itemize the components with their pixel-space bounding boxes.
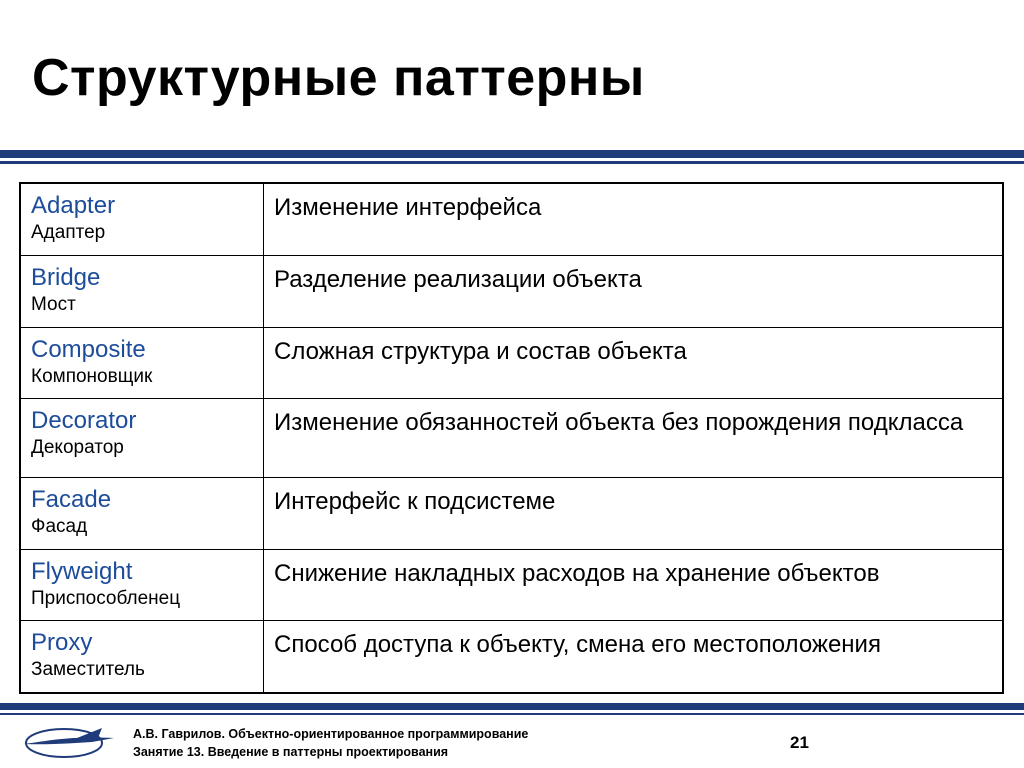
pattern-name-ru: Декоратор <box>31 436 124 458</box>
pattern-name: Flyweight <box>31 557 133 585</box>
pattern-name-cell <box>20 327 264 398</box>
pattern-name: Composite <box>31 335 146 363</box>
pattern-description-cell <box>264 549 1004 620</box>
pattern-description: Сложная структура и состав объекта <box>274 337 687 365</box>
footer-author-course: А.В. Гаврилов. Объектно-ориентированное программирование <box>133 727 529 741</box>
footer-lesson: Занятие 13. Введение в паттерны проектирования <box>133 745 449 759</box>
page-number: 21 <box>790 733 809 752</box>
footer-credits <box>133 725 528 761</box>
pattern-name-cell <box>20 620 264 693</box>
pattern-name-ru: Фасад <box>31 515 88 537</box>
pattern-description-cell <box>264 255 1004 327</box>
header-divider <box>0 150 1024 158</box>
pattern-name: Adapter <box>31 192 116 219</box>
pattern-name-ru: Приспособленец <box>31 587 181 609</box>
pattern-description-cell <box>264 327 1004 398</box>
table-row <box>20 549 1003 620</box>
pattern-name-cell <box>20 549 264 620</box>
pattern-description: Способ доступа к объекту, смена его местоположения <box>274 630 881 658</box>
pattern-description-cell <box>264 477 1004 549</box>
pattern-description: Разделение реализации объекта <box>274 265 642 293</box>
footer-divider-thin <box>0 713 1024 715</box>
patterns-table <box>19 182 1004 694</box>
header-divider-thin <box>0 161 1024 164</box>
footer-divider <box>0 703 1024 710</box>
table-row <box>20 255 1003 327</box>
table-row <box>20 398 1003 477</box>
pattern-description: Изменение интерфейса <box>274 194 542 221</box>
table-row <box>20 477 1003 549</box>
pattern-name-ru: Компоновщик <box>31 365 153 387</box>
table-row <box>20 183 1003 255</box>
pattern-name-ru: Адаптер <box>31 222 106 243</box>
pattern-description-cell <box>264 620 1004 693</box>
pattern-name-cell <box>20 183 264 255</box>
pattern-name: Decorator <box>31 406 137 434</box>
table-row <box>20 327 1003 398</box>
slide-title: Структурные паттерны <box>32 49 645 107</box>
pattern-name: Facade <box>31 485 112 513</box>
pattern-description-cell <box>264 398 1004 477</box>
pattern-name: Proxy <box>31 628 93 656</box>
pattern-description: Снижение накладных расходов на хранение объектов <box>274 559 880 587</box>
table-row <box>20 620 1003 693</box>
pattern-description: Интерфейс к подсистеме <box>274 487 556 515</box>
pattern-description-cell <box>264 183 1004 255</box>
pattern-name-cell <box>20 477 264 549</box>
pattern-name-cell <box>20 255 264 327</box>
pattern-name-ru: Мост <box>31 293 76 315</box>
pattern-name-ru: Заместитель <box>31 658 145 680</box>
pattern-description: Изменение обязанностей объекта без порождения подкласса <box>274 408 964 436</box>
institution-logo-icon <box>22 718 122 764</box>
pattern-name: Bridge <box>31 263 101 291</box>
pattern-name-cell <box>20 398 264 477</box>
